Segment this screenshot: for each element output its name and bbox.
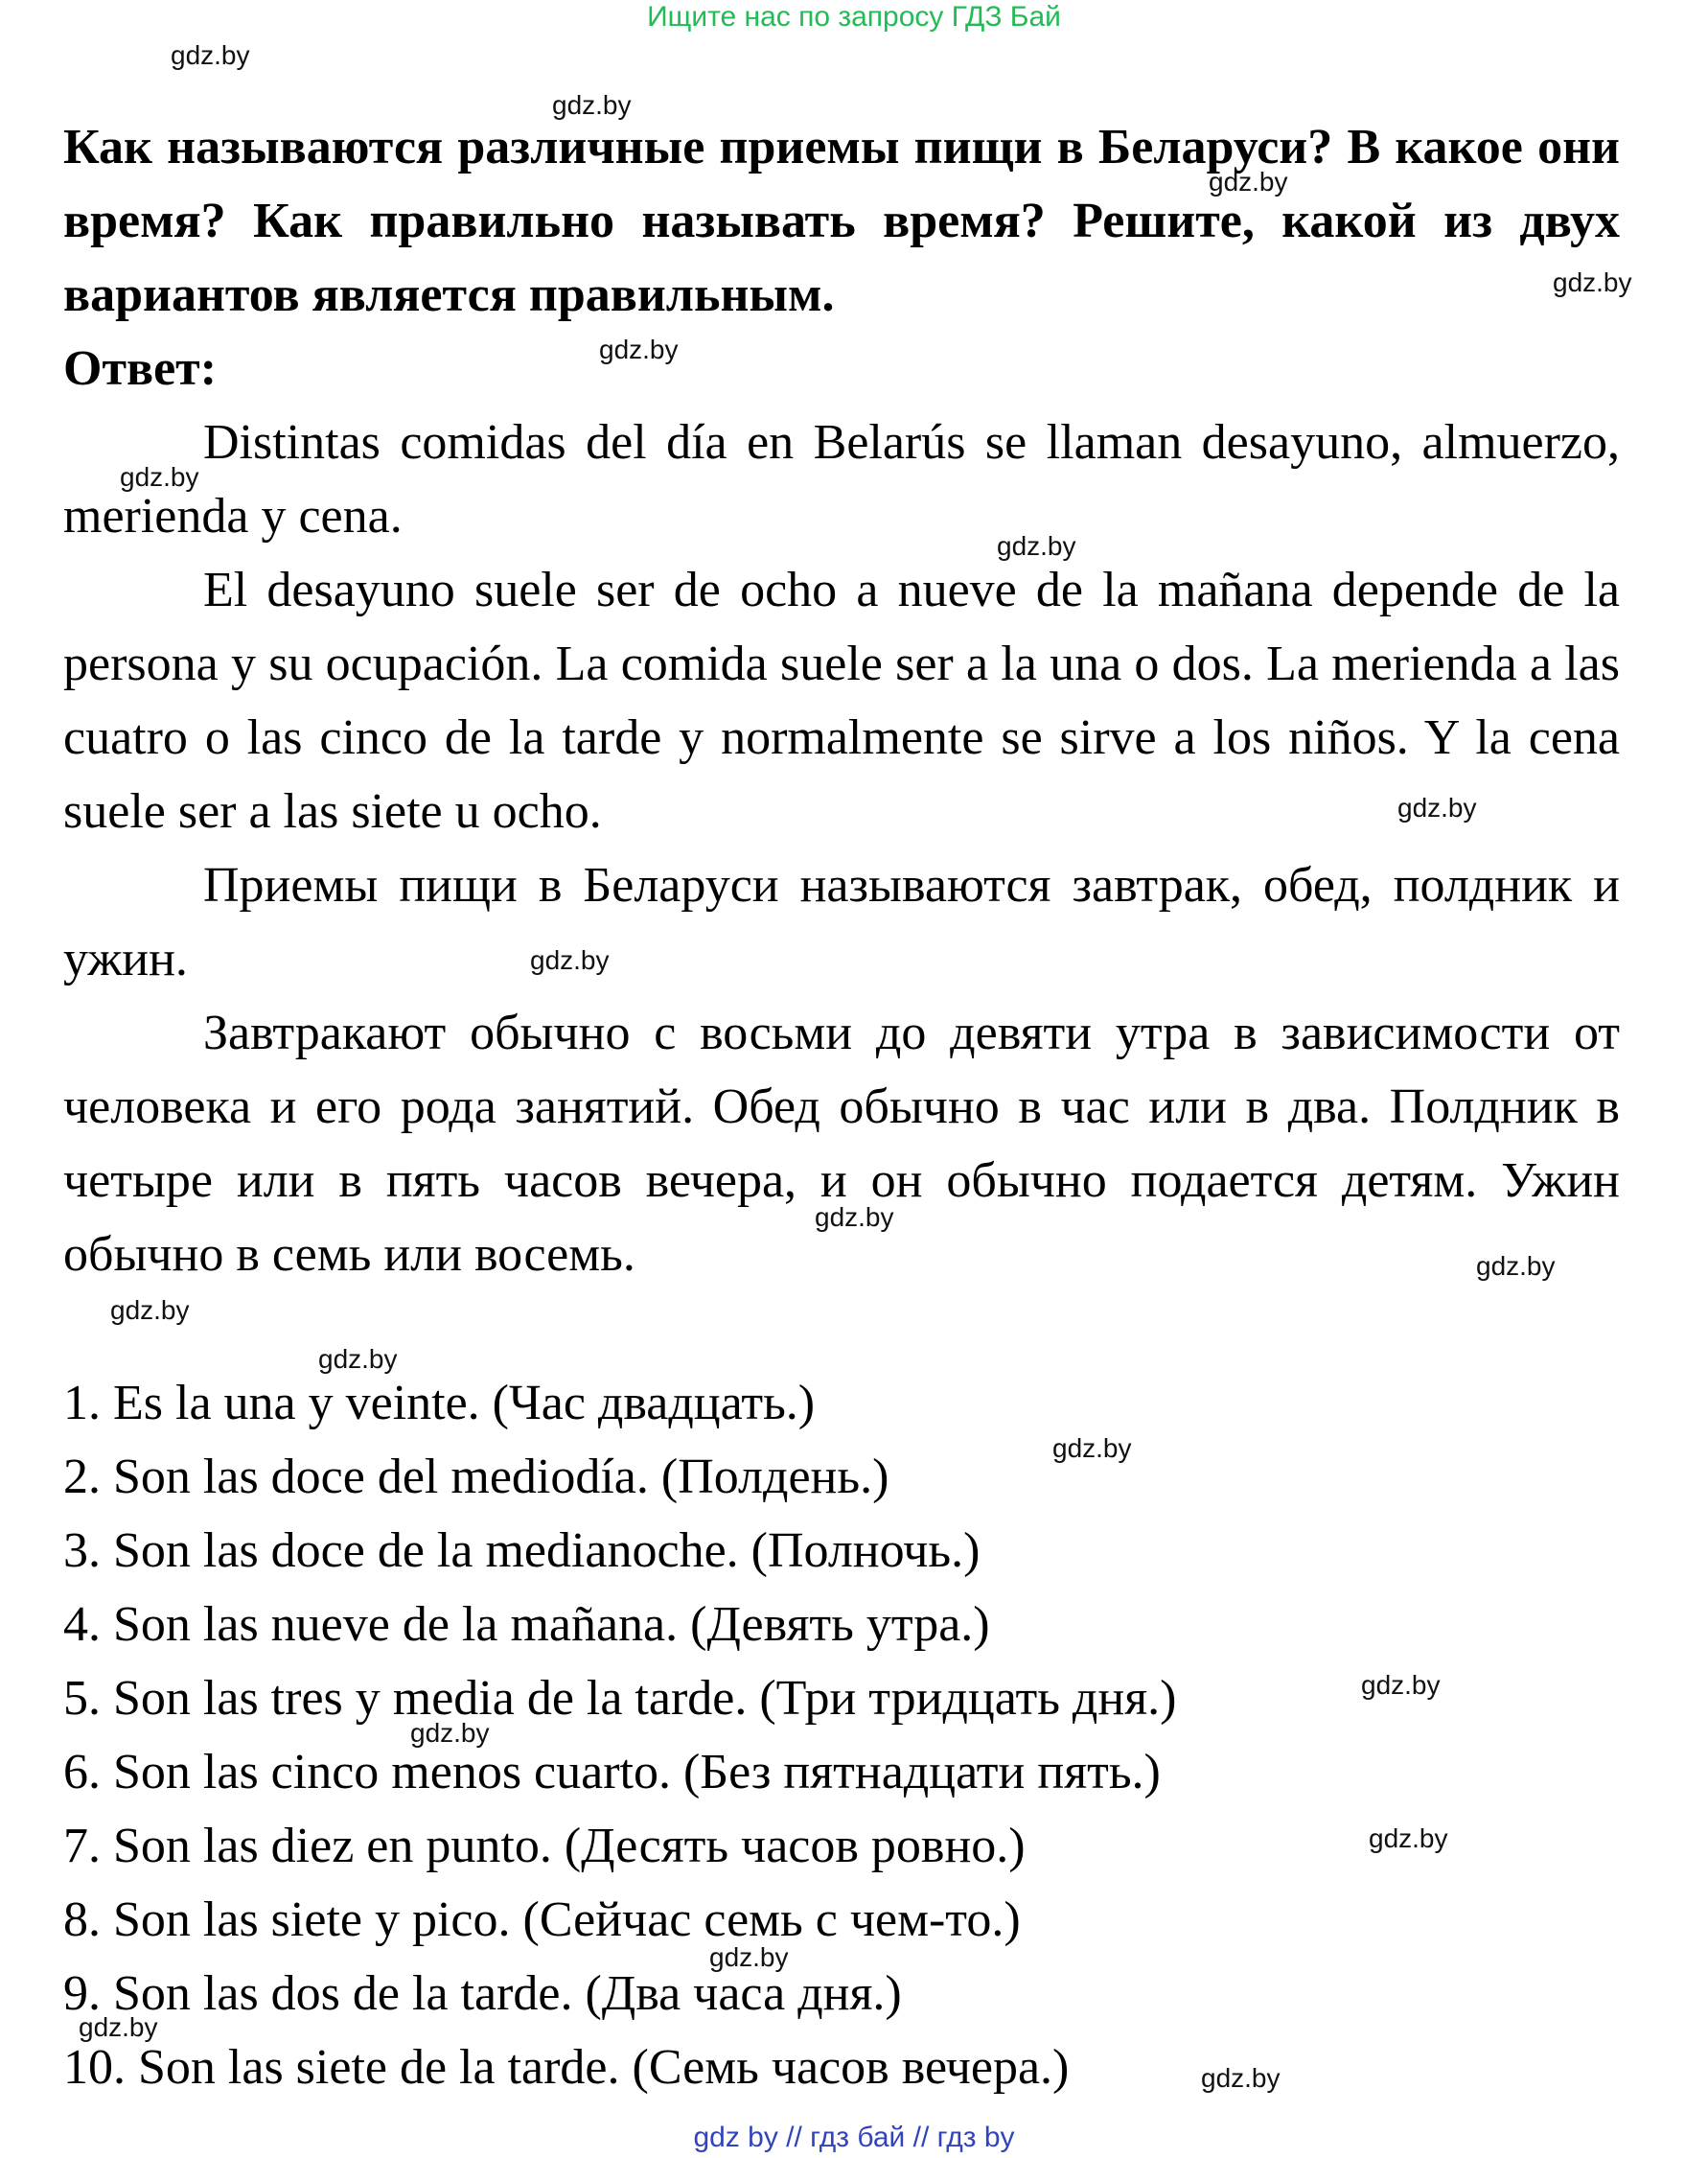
watermark: gdz.by [599, 335, 679, 364]
document-body [63, 110, 1620, 2104]
list-item: 10. Son las siete de la tarde. (Семь часов вечера.) [63, 2040, 1070, 2095]
watermark: gdz.by [171, 40, 250, 70]
paragraph-russian-meals: Приемы пищи в Беларуси называются завтрак, обед, полдник и ужин. [63, 858, 1620, 986]
watermark: gdz.by [318, 1344, 398, 1374]
list-item: 9. Son las dos de la tarde. (Два часа дня.) [63, 1966, 902, 2021]
watermark: gdz.by [1201, 2063, 1281, 2093]
paragraph-spanish-meals: Distintas comidas del día en Belarús se llaman desayuno, almuerzo, merienda y cena. [63, 415, 1620, 544]
watermark: gdz.by [1052, 1433, 1132, 1463]
list-item: 3. Son las doce de la medianoche. (Полночь.) [63, 1523, 981, 1578]
watermark: gdz.by [1476, 1251, 1556, 1281]
list-item: 4. Son las nueve de la mañana. (Девять утра.) [63, 1597, 990, 1652]
watermark: gdz.by [120, 462, 199, 492]
watermark: gdz.by [110, 1295, 190, 1325]
watermark: gdz.by [1209, 167, 1288, 197]
watermark: gdz.by [530, 945, 610, 975]
watermark: gdz.by [1553, 267, 1632, 297]
list-item: 7. Son las diez en punto. (Десять часов ровно.) [63, 1819, 1026, 1873]
top-banner[interactable]: Ищите нас по запросу ГДЗ Бай [647, 1, 1061, 33]
list-item: 5. Son las tres y media de la tarde. (Три тридцать дня.) [63, 1671, 1177, 1726]
list-item: 6. Son las cinco menos cuarto. (Без пятнадцати пять.) [63, 1745, 1161, 1799]
watermark: gdz.by [1397, 793, 1477, 823]
watermark: gdz.by [709, 1942, 789, 1972]
watermark: gdz.by [997, 531, 1076, 561]
watermark: gdz.by [815, 1202, 894, 1232]
time-expressions-list [63, 1366, 1620, 2104]
answer-label: Ответ: [63, 341, 218, 396]
watermark: gdz.by [79, 2012, 158, 2042]
list-item: 8. Son las siete y pico. (Сейчас семь с чем-то.) [63, 1892, 1021, 1947]
watermark: gdz.by [552, 90, 632, 120]
watermark: gdz.by [1361, 1670, 1441, 1700]
paragraph-russian-times: Завтракают обычно с восьми до девяти утра в зависимости от человека и его рода занятий. Обед обычно в час или в два. Полдник в четыре или в пять часов вечера, и он обычно подается детям. Ужин обычно в семь или восемь. [63, 1006, 1620, 1282]
list-item: 1. Es la una y veinte. (Час двадцать.) [63, 1376, 816, 1430]
watermark: gdz.by [410, 1718, 490, 1748]
watermark: gdz.by [1369, 1823, 1448, 1853]
paragraph-spanish-times: El desayuno suele ser de ocho a nueve de la mañana depende de la persona y su ocupación. La comida suele ser a la una o dos. La merienda a las cuatro o las cinco de la tarde y normalmente se sirve a los niños. Y la cena suele ser a las siete u ocho. [63, 563, 1620, 839]
question-heading: Как называются различные приемы пищи в Беларуси? В какое они время? Как правильно называть время? Решите, какой из двух вариантов является правильным. [63, 120, 1620, 322]
list-item: 2. Son las doce del mediodía. (Полдень.) [63, 1450, 889, 1504]
footer-links[interactable]: gdz by // гдз бай // гдз by [693, 2122, 1015, 2153]
